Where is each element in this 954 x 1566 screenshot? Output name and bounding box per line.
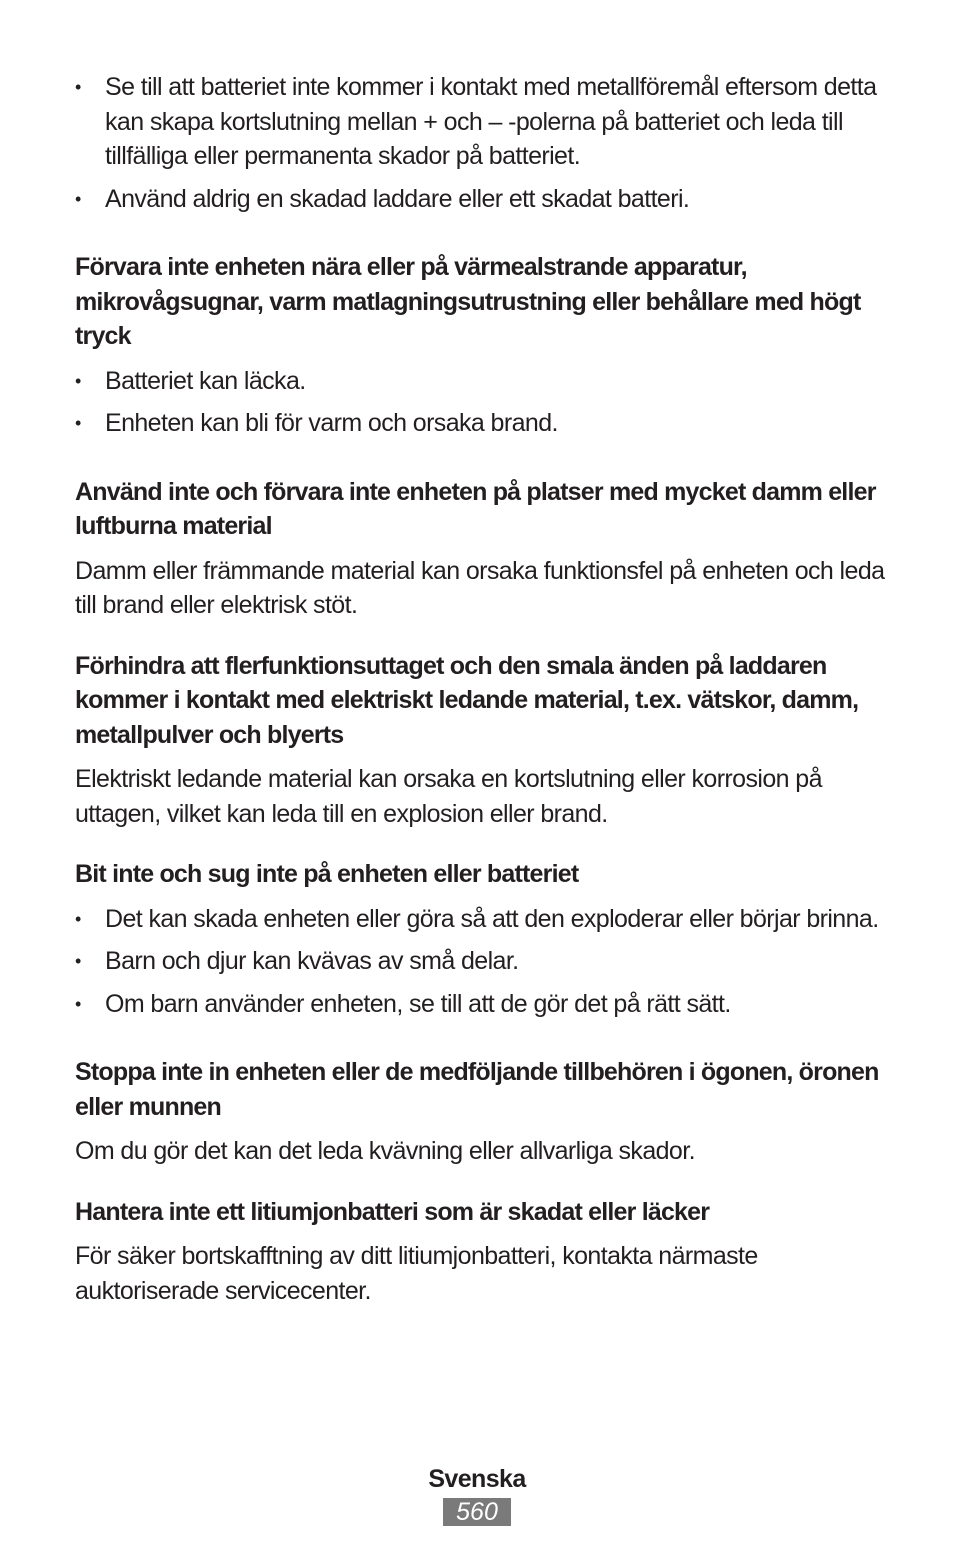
section-heading: Använd inte och förvara inte enheten på platser med mycket damm eller luftburna material (75, 477, 876, 540)
section-heading: Bit inte och sug inte på enheten eller batteriet (75, 860, 579, 888)
section-body: Damm eller främmande material kan orsaka funktionsfel på enheten och leda till brand eller elektrisk stöt. (75, 556, 885, 619)
bullet-list (75, 902, 885, 1022)
section-dust (75, 475, 885, 623)
list-item: • Barn och djur kan kvävas av små delar. (75, 947, 519, 975)
section-bite (75, 857, 885, 1021)
section-heading: Hantera inte ett litiumjonbatteri som är skadat eller läcker (75, 1197, 710, 1226)
list-item: • Använd aldrig en skadad laddare eller ett skadat batteri. (75, 184, 690, 213)
section-heading: Förvara inte enheten nära eller på värmealstrande apparatur, mikrovågsugnar, varm matlagningsutrustning eller behållare med högt tryck (75, 253, 861, 350)
list-item: • Det kan skada enheten eller göra så att den exploderar eller börjar brinna. (75, 904, 879, 933)
section-body: Om du gör det kan det leda kvävning eller allvarliga skador. (75, 1137, 695, 1165)
section-damaged-battery (75, 1195, 885, 1309)
section-conductive-materials (75, 649, 885, 832)
list-item: • Om barn använder enheten, se till att de gör det på rätt sätt. (75, 989, 731, 1018)
document-page (75, 70, 885, 1308)
list-item: • Se till att batteriet inte kommer i kontakt med metallföremål eftersom detta kan skapa kortslutning mellan + och – -polerna på batteriet och leda till tillfälliga eller permanenta skador på batteriet. (75, 73, 877, 170)
section-heading: Förhindra att flerfunktionsuttaget och den smala änden på laddaren kommer i kontakt med elektriskt ledande material, t.ex. vätskor, damm, metallpulver och blyerts (75, 651, 859, 749)
list-item: • Batteriet kan läcka. (75, 366, 306, 395)
section-heat-sources (75, 250, 885, 441)
page-number: 560 (443, 1498, 511, 1526)
section-eyes-ears-mouth (75, 1055, 885, 1169)
bullet-list (75, 364, 885, 441)
language-label: Svenska (428, 1465, 526, 1493)
page-footer (0, 1462, 954, 1526)
intro-bullet-list (75, 70, 885, 216)
list-item: • Enheten kan bli för varm och orsaka brand. (75, 409, 558, 437)
section-heading: Stoppa inte in enheten eller de medföljande tillbehören i ögonen, öronen eller munnen (75, 1058, 879, 1121)
section-body: Elektriskt ledande material kan orsaka en kortslutning eller korrosion på uttagen, vilket kan leda till en explosion eller brand. (75, 765, 822, 828)
section-body: För säker bortskafftning av ditt litiumjonbatteri, kontakta närmaste auktoriserade servicecenter. (75, 1242, 758, 1305)
